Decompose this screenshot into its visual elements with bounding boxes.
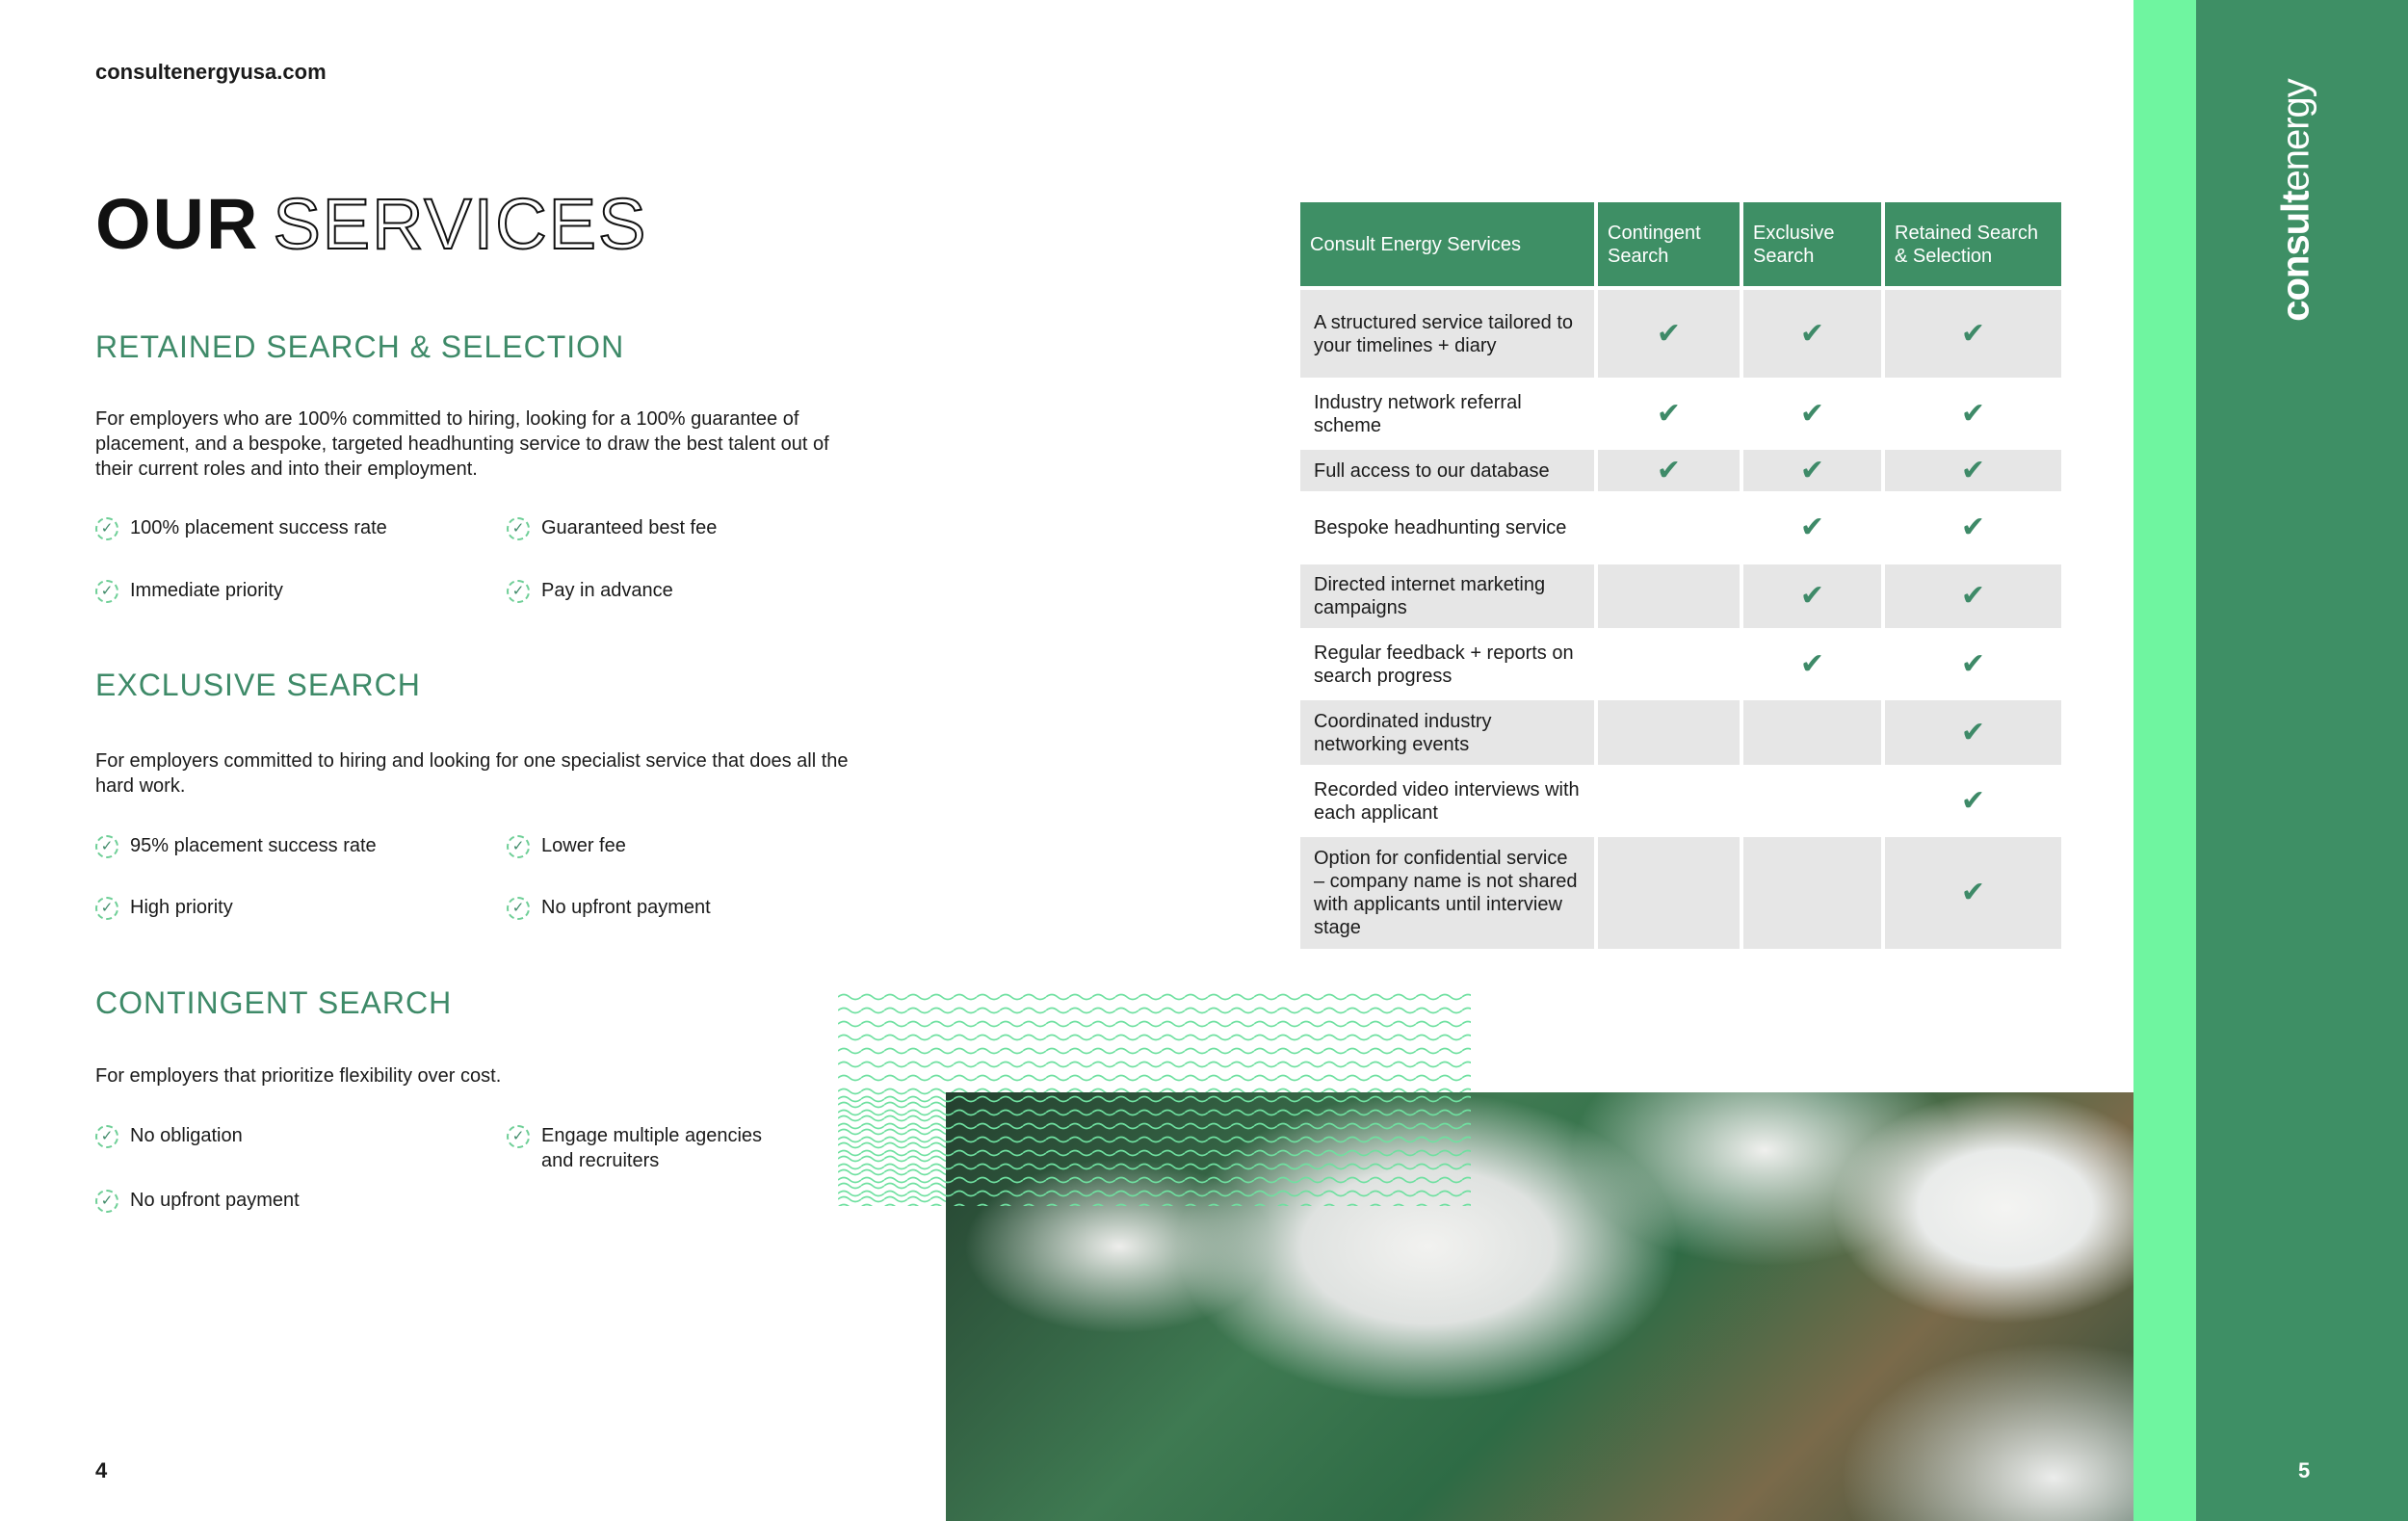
table-row — [1300, 632, 2061, 696]
table-row — [1300, 700, 2061, 765]
section-heading: EXCLUSIVE SEARCH — [95, 668, 421, 702]
bullet-label: No obligation — [130, 1125, 243, 1146]
feature-bullet — [507, 1123, 796, 1173]
table-row — [1300, 450, 2061, 491]
checkmark-icon: ✔ — [1885, 450, 2061, 491]
feature-bullet — [507, 515, 717, 540]
bullet-label: High priority — [130, 897, 233, 918]
empty-cell — [1743, 837, 1881, 949]
row-label: Recorded video interviews with each applicant — [1314, 778, 1580, 824]
feature-bullet — [95, 578, 283, 603]
checkmark-icon: ✔ — [1885, 290, 2061, 378]
feature-bullet — [95, 515, 387, 540]
table-row — [1300, 769, 2061, 833]
table-header: Retained Search & Selection — [1885, 202, 2061, 286]
feature-bullet — [95, 895, 233, 920]
section-text: For employers that prioritize flexibility over cost. — [95, 1065, 502, 1087]
table-header: Contingent Search — [1598, 202, 1740, 286]
section-text: For employers who are 100% committed to hiring, looking for a 100% guarantee of placement, and a bespoke, targeted headhunting service to draw the best talent out of their current roles and into their employment. — [95, 408, 829, 480]
check-circle-icon: ✓ — [507, 897, 530, 920]
feature-bullet — [507, 833, 626, 858]
bullet-label: No upfront payment — [130, 1190, 300, 1211]
empty-cell — [1598, 700, 1740, 765]
section-text: For employers committed to hiring and looking for one specialist service that does all the hard work. — [95, 750, 849, 797]
website-url: consultenergyusa.com — [95, 60, 327, 84]
checkmark-icon: ✔ — [1960, 397, 1986, 430]
feature-bullet — [507, 578, 673, 603]
bullet-label: 95% placement success rate — [130, 835, 377, 856]
table-row — [1300, 381, 2061, 446]
empty-cell — [1598, 837, 1740, 949]
section-heading: RETAINED SEARCH & SELECTION — [95, 329, 625, 364]
section-heading: CONTINGENT SEARCH — [95, 985, 453, 1020]
brand-logo — [2275, 79, 2318, 322]
title-bold: OUR — [95, 184, 260, 264]
table-row — [1300, 290, 2061, 378]
check-circle-icon: ✓ — [507, 835, 530, 858]
checkmark-icon: ✔ — [1743, 290, 1881, 378]
empty-cell — [1598, 769, 1740, 833]
empty-cell — [1598, 632, 1740, 696]
empty-cell — [1743, 700, 1881, 765]
checkmark-icon: ✔ — [1799, 647, 1825, 680]
table-row — [1300, 495, 2061, 561]
check-circle-icon: ✓ — [507, 1125, 530, 1148]
row-label: Directed internet marketing campaigns — [1300, 564, 1594, 628]
checkmark-icon: ✔ — [1885, 564, 2061, 628]
checkmark-icon: ✔ — [1960, 784, 1986, 817]
bullet-label: Engage multiple agencies and recruiters — [541, 1125, 763, 1171]
row-label: Coordinated industry networking events — [1300, 700, 1594, 765]
checkmark-icon: ✔ — [1598, 450, 1740, 491]
services-comparison-table — [1296, 198, 2065, 953]
page-number-right: 5 — [2298, 1458, 2311, 1482]
table-row — [1300, 837, 2061, 949]
empty-cell — [1598, 495, 1740, 561]
checkmark-icon: ✔ — [1885, 837, 2061, 949]
checkmark-icon: ✔ — [1799, 397, 1825, 430]
checkmark-icon: ✔ — [1885, 700, 2061, 765]
feature-bullet — [95, 1123, 243, 1148]
check-circle-icon: ✓ — [95, 517, 118, 540]
feature-bullet — [95, 1188, 300, 1213]
table-header: Consult Energy Services — [1300, 202, 1594, 286]
feature-bullet — [95, 833, 377, 858]
accent-stripe — [2133, 0, 2196, 1521]
table-row — [1300, 564, 2061, 628]
bullet-label: Guaranteed best fee — [541, 517, 718, 538]
bullet-label: Pay in advance — [541, 580, 673, 601]
check-circle-icon: ✓ — [507, 517, 530, 540]
bullet-label: No upfront payment — [541, 897, 711, 918]
checkmark-icon: ✔ — [1743, 450, 1881, 491]
bullet-label: 100% placement success rate — [130, 517, 387, 538]
checkmark-icon: ✔ — [1799, 511, 1825, 543]
row-label: Industry network referral scheme — [1314, 391, 1522, 436]
check-circle-icon: ✓ — [95, 1125, 118, 1148]
bullet-label: Lower fee — [541, 835, 626, 856]
page-number-left: 4 — [95, 1458, 108, 1482]
row-label: Regular feedback + reports on search progress — [1314, 642, 1574, 687]
checkmark-icon: ✔ — [1656, 397, 1682, 430]
row-label: Full access to our database — [1300, 450, 1594, 491]
wave-pattern-overlay — [838, 1092, 1471, 1206]
row-label: A structured service tailored to your timelines + diary — [1300, 290, 1594, 378]
checkmark-icon: ✔ — [1743, 564, 1881, 628]
row-label: Option for confidential service – company name is not shared with applicants until interview stage — [1300, 837, 1594, 949]
empty-cell — [1743, 769, 1881, 833]
table-header: Exclusive Search — [1743, 202, 1881, 286]
check-circle-icon: ✓ — [95, 897, 118, 920]
checkmark-icon: ✔ — [1960, 511, 1986, 543]
page-title — [95, 183, 647, 265]
title-outline: SERVICES — [273, 184, 648, 264]
check-circle-icon: ✓ — [95, 835, 118, 858]
checkmark-icon: ✔ — [1598, 290, 1740, 378]
row-label: Bespoke headhunting service — [1314, 517, 1567, 538]
empty-cell — [1598, 564, 1740, 628]
check-circle-icon: ✓ — [507, 580, 530, 603]
logo-part: energy — [2274, 79, 2317, 192]
checkmark-icon: ✔ — [1960, 647, 1986, 680]
bullet-label: Immediate priority — [130, 580, 283, 601]
check-circle-icon: ✓ — [95, 1190, 118, 1213]
feature-bullet — [507, 895, 711, 920]
logo-part: consult — [2274, 191, 2317, 322]
check-circle-icon: ✓ — [95, 580, 118, 603]
